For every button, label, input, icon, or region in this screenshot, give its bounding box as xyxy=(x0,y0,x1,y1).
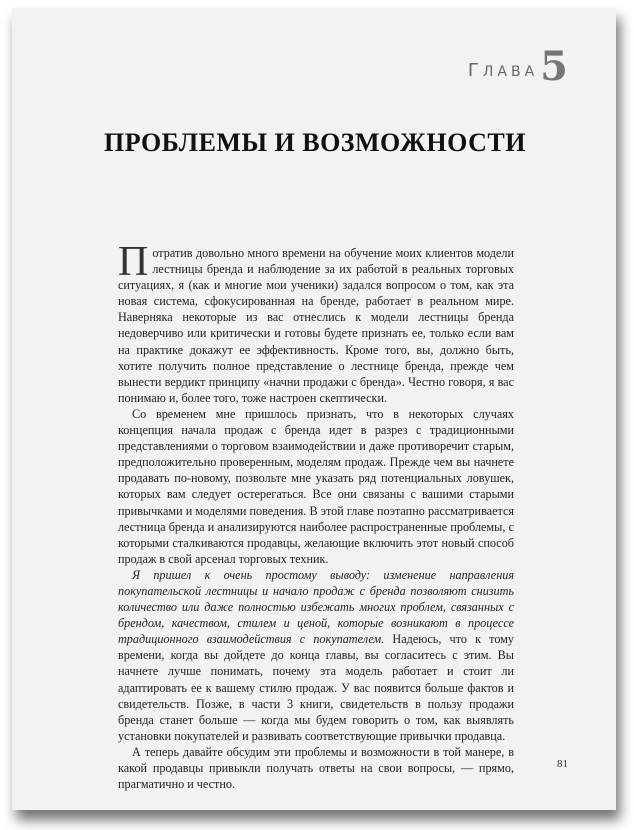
chapter-word-rest: ЛАВА xyxy=(482,64,539,80)
paragraph-3-text: Надеюсь, что к тому времени, когда вы дойдете до конца главы, вы согласитесь с этим. Вы начнете лучше понимать, почему эта модель работает и стоит ли адаптировать ее к вашему стилю продаж. У вас появится больше фактов и свидетельств. Позже, в части 3 книги, свидетельств в пользу продажи бренда станет больше — когда мы будем говорить о том, как выявлять установки покупателей и развивать соответствующие привычки продавца. xyxy=(118,632,514,743)
book-page xyxy=(12,8,616,810)
chapter-heading xyxy=(467,43,568,90)
paragraph-3-italic: Я пришел к очень простому выводу: изменение направления покупательской лестницы и начало продаж с бренда позволяют снизить количество или даже полностью избежать многих проблем, связанных с брендом, качеством, стилем и ценой, которые возникают в процессе традиционного взаимодействия с покупателем. xyxy=(118,567,514,647)
paragraph-1-text: отратив довольно много времени на обучение моих клиентов модели лестницы бренда и наблюдение за их работой в реальных торговых ситуациях, я (как и многие мои ученики) задался вопросом о том, как эта новая система, сфокусированная на бренде, работает в реальном мире. Наверняка некоторые из вас отнеслись к модели лестницы бренда недоверчиво или критически и готовы будете признать ее, только если вам на практике докажут ее эффективность. Кроме того, вы, должно быть, хотите получить полное представление о лестнице бренда, прежде чем вынести вердикт принципу «начни продажи с бренда». Честно говоря, я вас понимаю и, более того, тоже настроен скептически. xyxy=(118,246,514,405)
paragraph-4: А теперь давайте обсудим эти проблемы и возможности в той манере, в какой продавцы привыкли получать ответы на свои вопросы, — прямо, прагматично и честно. xyxy=(118,744,514,792)
page-number: 81 xyxy=(557,758,568,770)
chapter-title: ПРОБЛЕМЫ И ВОЗМОЖНОСТИ xyxy=(104,128,526,157)
drop-cap: П xyxy=(118,239,149,285)
chapter-word-initial: Г xyxy=(467,60,483,81)
paragraph-3 xyxy=(118,567,514,744)
paragraph-1 xyxy=(118,239,514,406)
chapter-number: 5 xyxy=(540,43,568,90)
body-text xyxy=(118,239,514,792)
paragraph-2: Со временем мне пришлось признать, что в некоторых случаях концепция начала продаж с бренда идет в разрез с традиционными представлениями о торговом взаимодействии и даже противоречит старым, предположительно проверенным, моделям продаж. Прежде чем вы начнете продавать по-новому, позвольте мне указать ряд потенциальных ловушек, которых вам следует остерегаться. Все они связаны с вашими старыми привычками и моделями поведения. В этой главе поэтапно рассматривается лестница бренда и анализируются наиболее распространенные проблемы, с которыми сталкиваются продавцы, желающие включить этот новый способ продаж в свой арсенал торговых техник. xyxy=(118,406,514,566)
chapter-word xyxy=(468,60,538,84)
